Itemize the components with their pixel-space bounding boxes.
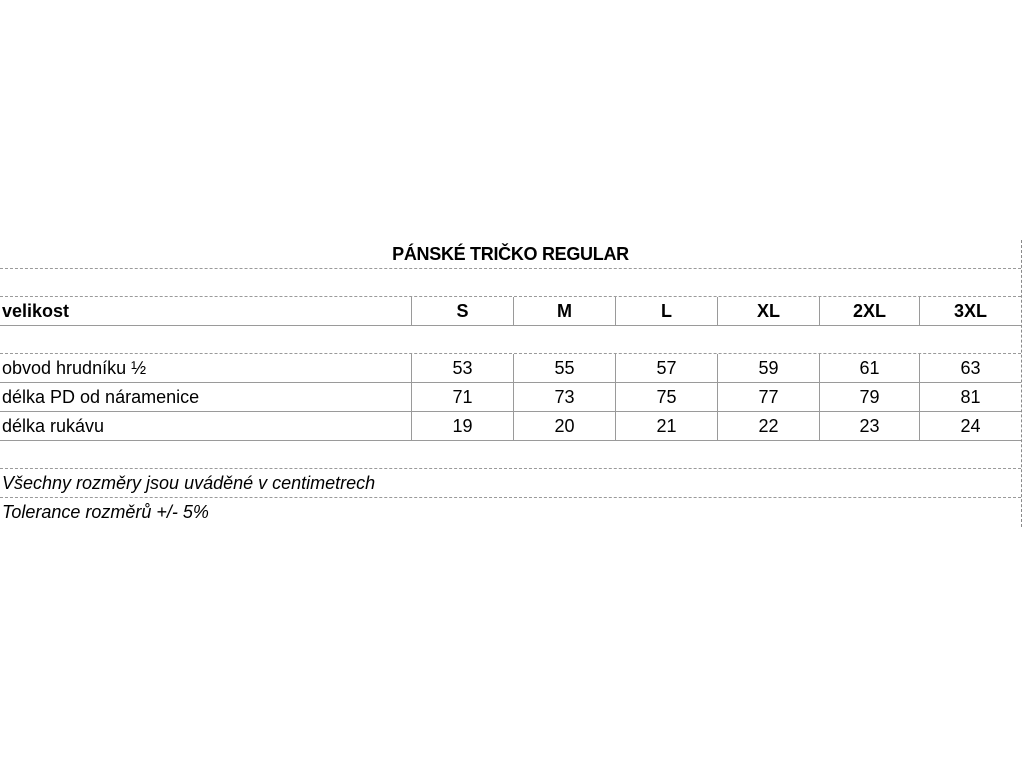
table-row: [0, 354, 1021, 383]
units-note: Všechny rozměry jsou uváděné v centimetrech: [2, 472, 376, 493]
value-cell: 73: [514, 383, 616, 411]
note-row: [0, 469, 1021, 498]
size-label: velikost: [0, 297, 412, 325]
row-label: obvod hrudníku ½: [0, 354, 412, 382]
size-header-row: [0, 297, 1021, 326]
size-l: L: [616, 297, 718, 325]
spacer-row: [0, 269, 1021, 297]
title-row: [0, 240, 1021, 269]
value-cell: 24: [960, 415, 981, 436]
value-cell: 57: [616, 354, 718, 382]
size-xl: XL: [718, 297, 820, 325]
table-row: [0, 412, 1021, 441]
size-s: S: [412, 297, 514, 325]
value-cell: 53: [412, 354, 514, 382]
size-2xl: 2XL: [820, 297, 920, 325]
value-cell: 81: [960, 386, 981, 407]
spacer-row: [0, 326, 1021, 354]
table-row: [0, 383, 1021, 412]
page-title: PÁNSKÉ TRIČKO REGULAR: [392, 243, 629, 264]
value-cell: 71: [412, 383, 514, 411]
value-cell: 77: [718, 383, 820, 411]
value-cell: 23: [820, 412, 920, 440]
row-label: délka PD od náramenice: [0, 383, 412, 411]
value-cell: 55: [514, 354, 616, 382]
spacer-row: [0, 441, 1021, 469]
value-cell: 22: [718, 412, 820, 440]
value-cell: 75: [616, 383, 718, 411]
value-cell: 63: [960, 357, 981, 378]
value-cell: 79: [820, 383, 920, 411]
value-cell: 59: [718, 354, 820, 382]
value-cell: 21: [616, 412, 718, 440]
value-cell: 20: [514, 412, 616, 440]
value-cell: 19: [412, 412, 514, 440]
size-m: M: [514, 297, 616, 325]
value-cell: 61: [820, 354, 920, 382]
row-label: délka rukávu: [0, 412, 412, 440]
size-3xl: 3XL: [953, 300, 987, 321]
size-chart-sheet: [0, 240, 1022, 527]
tolerance-note: Tolerance rozměrů +/- 5%: [2, 502, 209, 522]
note-row: [0, 498, 1021, 527]
